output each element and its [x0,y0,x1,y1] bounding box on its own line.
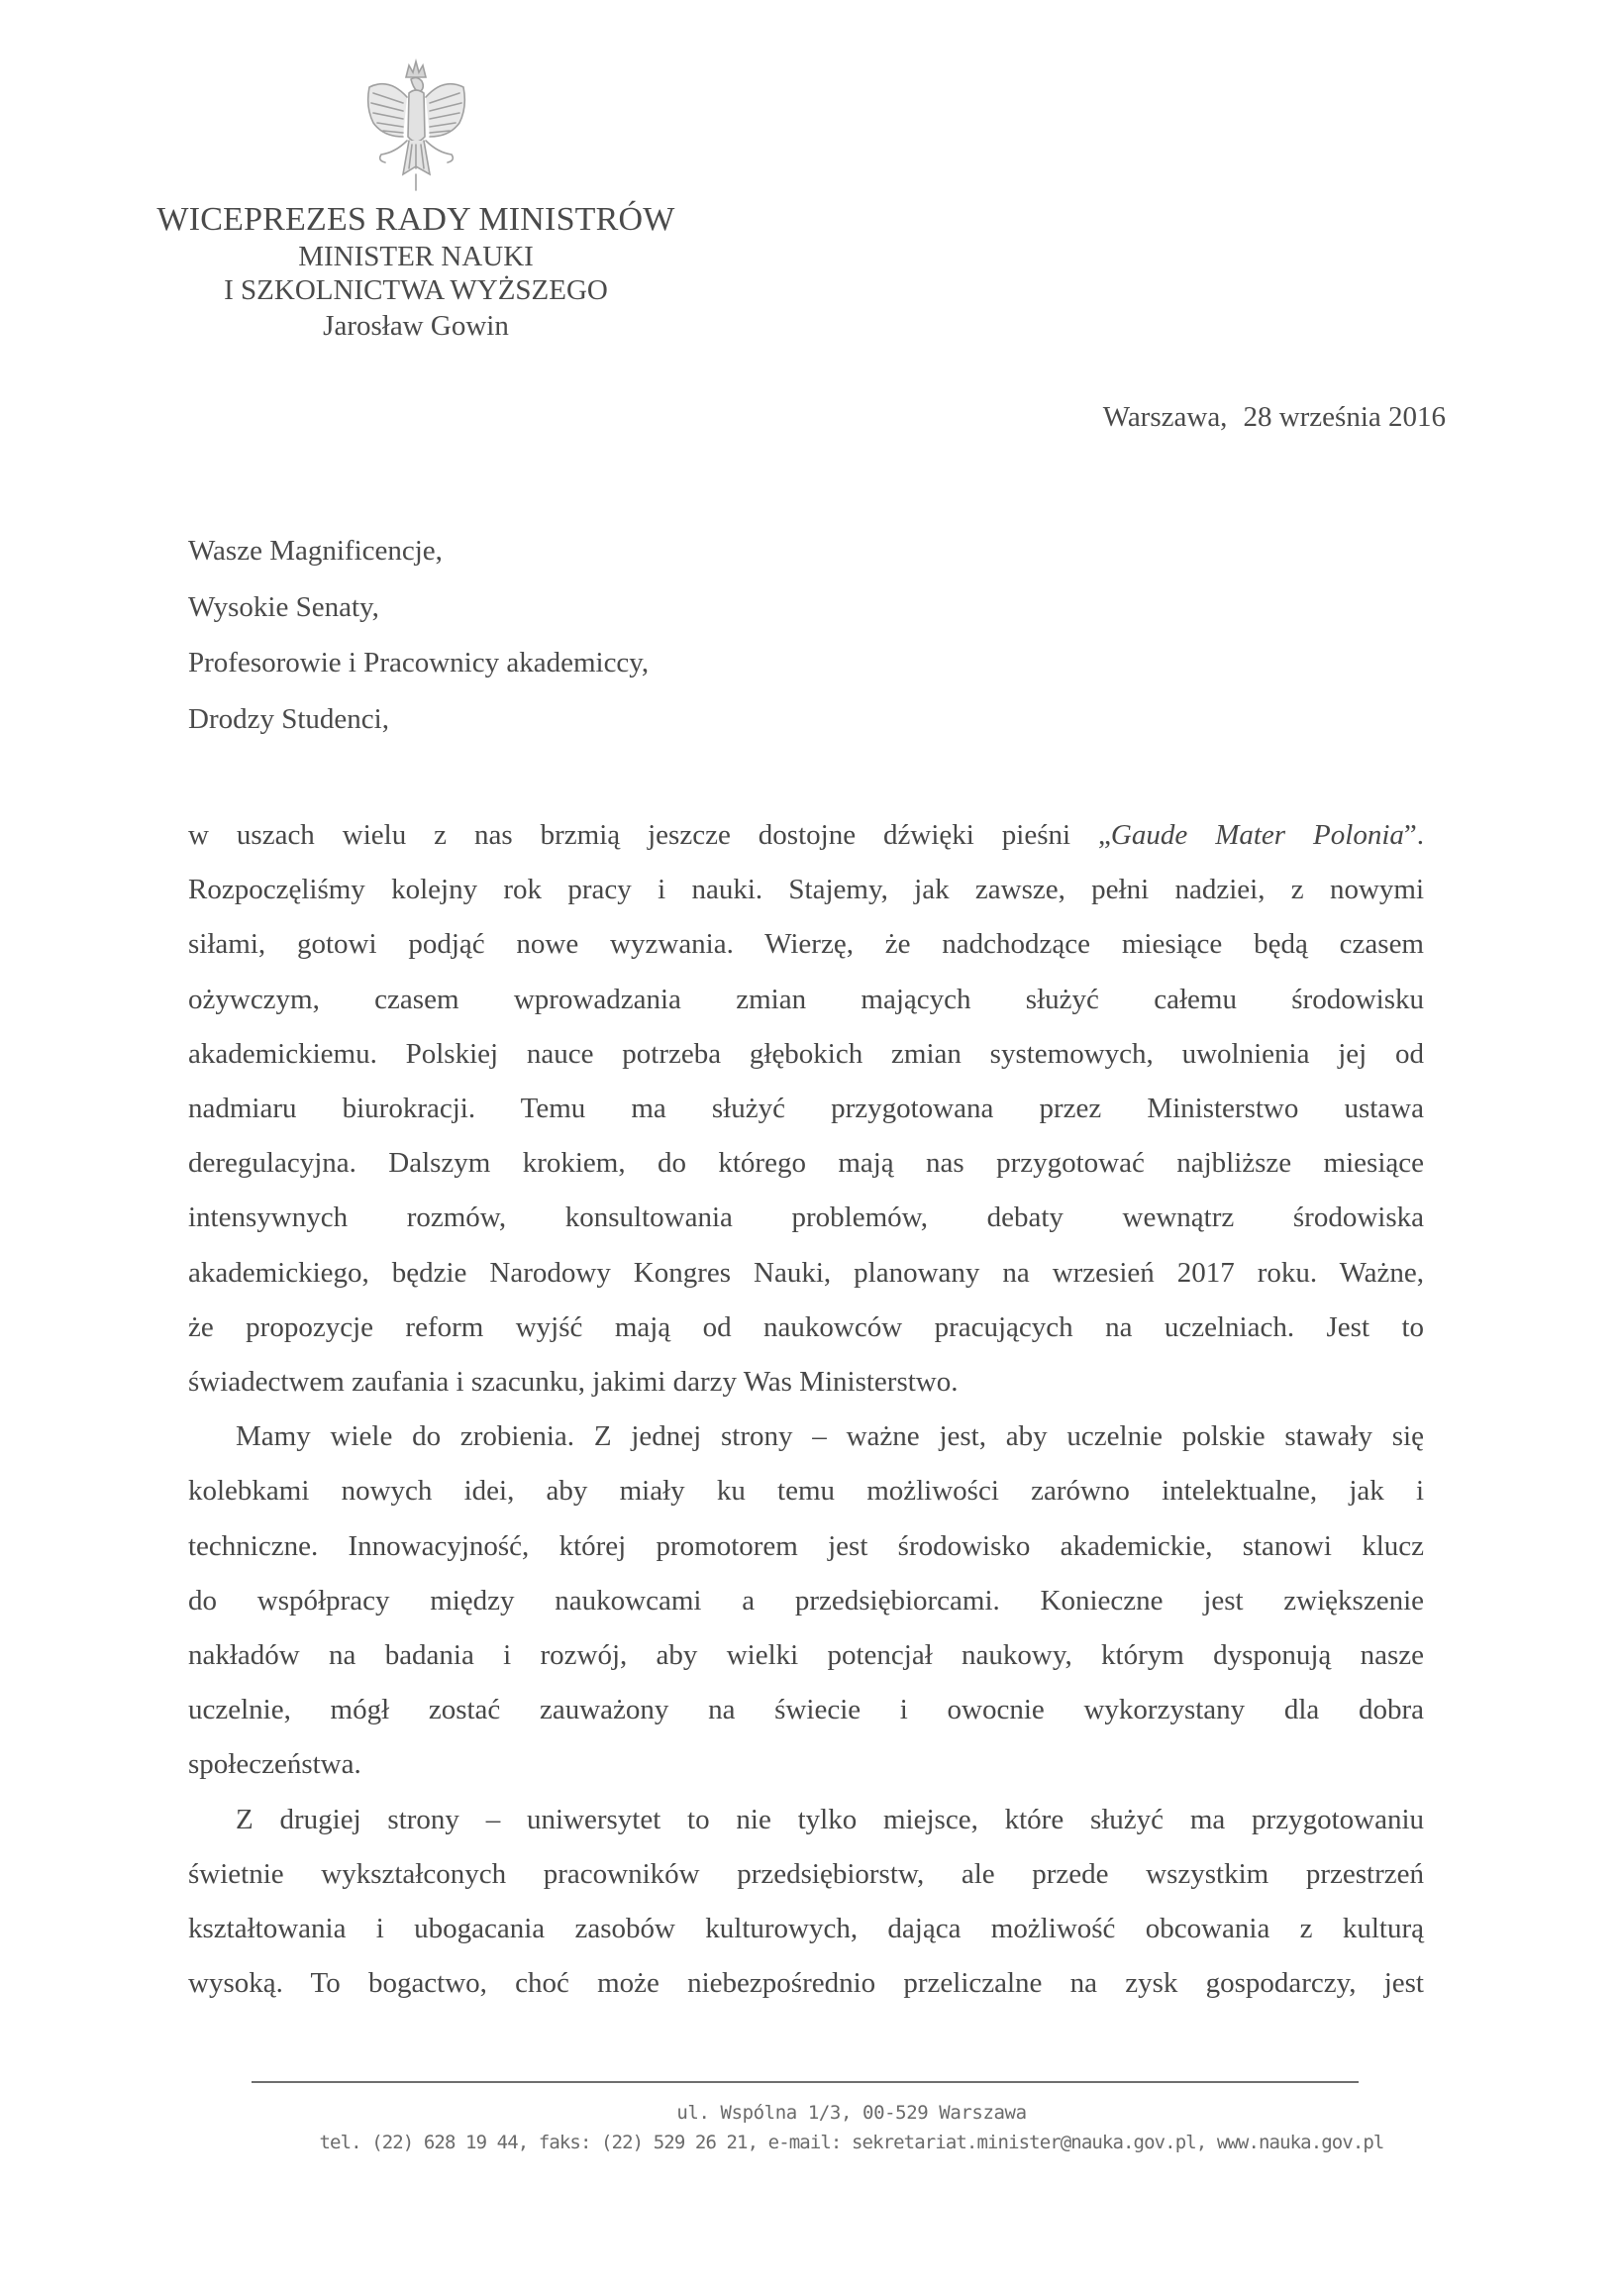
paragraph-1 [188,808,1424,1409]
letterhead [99,198,733,343]
body-line: w uszach wielu z nas brzmią jeszcze dostojne dźwięki pieśni „Gaude Mater Polonia”. [188,819,1424,851]
body-line: Z drugiej strony – uniwersytet to nie tylko miejsce, które służyć ma przygotowaniu [236,1803,1424,1835]
body-line: intensywnych rozmów, konsultowania problemów, debaty wewnątrz środowiska [188,1201,1424,1234]
paragraph-2 [188,1409,1424,1792]
body-line: techniczne. Innowacyjność, której promotorem jest środowisko akademickie, stanowi klucz [188,1529,1424,1562]
body-line: świadectwem zaufania i szacunku, jakimi darzy Was Ministerstwo. [188,1366,959,1399]
salutation-line: Wysokie Senaty, [188,590,379,623]
body-line: że propozycje reform wyjść mają od naukowców pracujących na uczelniach. Jest to [188,1310,1424,1343]
body-line: wysoką. To bogactwo, choć może niebezpośrednio przeliczalne na zysk gospodarczy, jest [188,1967,1424,2000]
letter-body [188,808,1424,2011]
body-line: kolebkami nowych idei, aby miały ku temu możliwości zarówno intelektualne, jak i [188,1475,1424,1508]
body-line: społeczeństwa. [188,1748,361,1781]
polish-eagle-emblem-icon [359,57,473,194]
body-line: nakładów na badania i rozwój, aby wielki potencjał naukowy, którym dysponują nasze [188,1639,1424,1672]
footer [158,2098,1545,2157]
letterhead-signatory-name: Jarosław Gowin [323,310,509,342]
body-line: kształtowania i ubogacania zasobów kulturowych, dająca możliwość obcowania z kulturą [188,1913,1424,1945]
footer-address: ul. Wspólna 1/3, 00-529 Warszawa [676,2102,1027,2124]
body-line: Rozpoczęliśmy kolejny rok pracy i nauki. Stajemy, jak zawsze, pełni nadziei, z nowymi [188,874,1424,906]
paragraph-3 [188,1793,1424,2012]
letterhead-title: WICEPREZES RADY MINISTRÓW [156,201,675,238]
body-line: uczelnie, mógł zostać zauważony na świecie i owocnie wykorzystany dla dobra [188,1694,1424,1726]
body-line: nadmiaru biurokracji. Temu ma służyć przygotowana przez Ministerstwo ustawa [188,1093,1424,1125]
body-line: akademickiemu. Polskiej nauce potrzeba głębokich zmian systemowych, uwolnienia jej od [188,1037,1424,1070]
body-line: do współpracy między naukowcami a przedsiębiorcami. Konieczne jest zwiększenie [188,1584,1424,1617]
letterhead-office-line2: I SZKOLNICTWA WYŻSZEGO [224,274,608,306]
salutation [188,523,649,747]
body-line: Mamy wiele do zrobienia. Z jednej strony – ważne jest, aby uczelnie polskie stawały się [236,1420,1424,1453]
dateline-date: 28 września 2016 [1243,401,1446,433]
body-line: świetnie wykształconych pracowników przedsiębiorstw, ale przede wszystkim przestrzeń [188,1857,1424,1890]
song-title: Gaude Mater Polonia [1110,819,1404,851]
body-line: deregulacyjna. Dalszym krokiem, do którego mają nas przygotować najbliższe miesiące [188,1147,1424,1180]
footer-contact: tel. (22) 628 19 44, faks: (22) 529 26 21, e-mail: sekretariat.minister@nauka.gov.pl, www.nauka.gov.pl [319,2132,1384,2153]
dateline-city: Warszawa, [1102,401,1228,433]
letterhead-office-line1: MINISTER NAUKI [298,241,534,272]
body-line: akademickiego, będzie Narodowy Kongres Nauki, planowany na wrzesień 2017 roku. Ważne, [188,1256,1424,1289]
body-line: siłami, gotowi podjąć nowe wyzwania. Wierzę, że nadchodzące miesiące będą czasem [188,928,1424,961]
salutation-line: Wasze Magnificencje, [188,535,443,567]
salutation-line: Profesorowie i Pracownicy akademiccy, [188,647,650,678]
salutation-line: Drodzy Studenci, [188,702,389,735]
footer-divider [252,2081,1359,2083]
body-line: ożywczym, czasem wprowadzania zmian mających służyć całemu środowisku [188,983,1424,1015]
